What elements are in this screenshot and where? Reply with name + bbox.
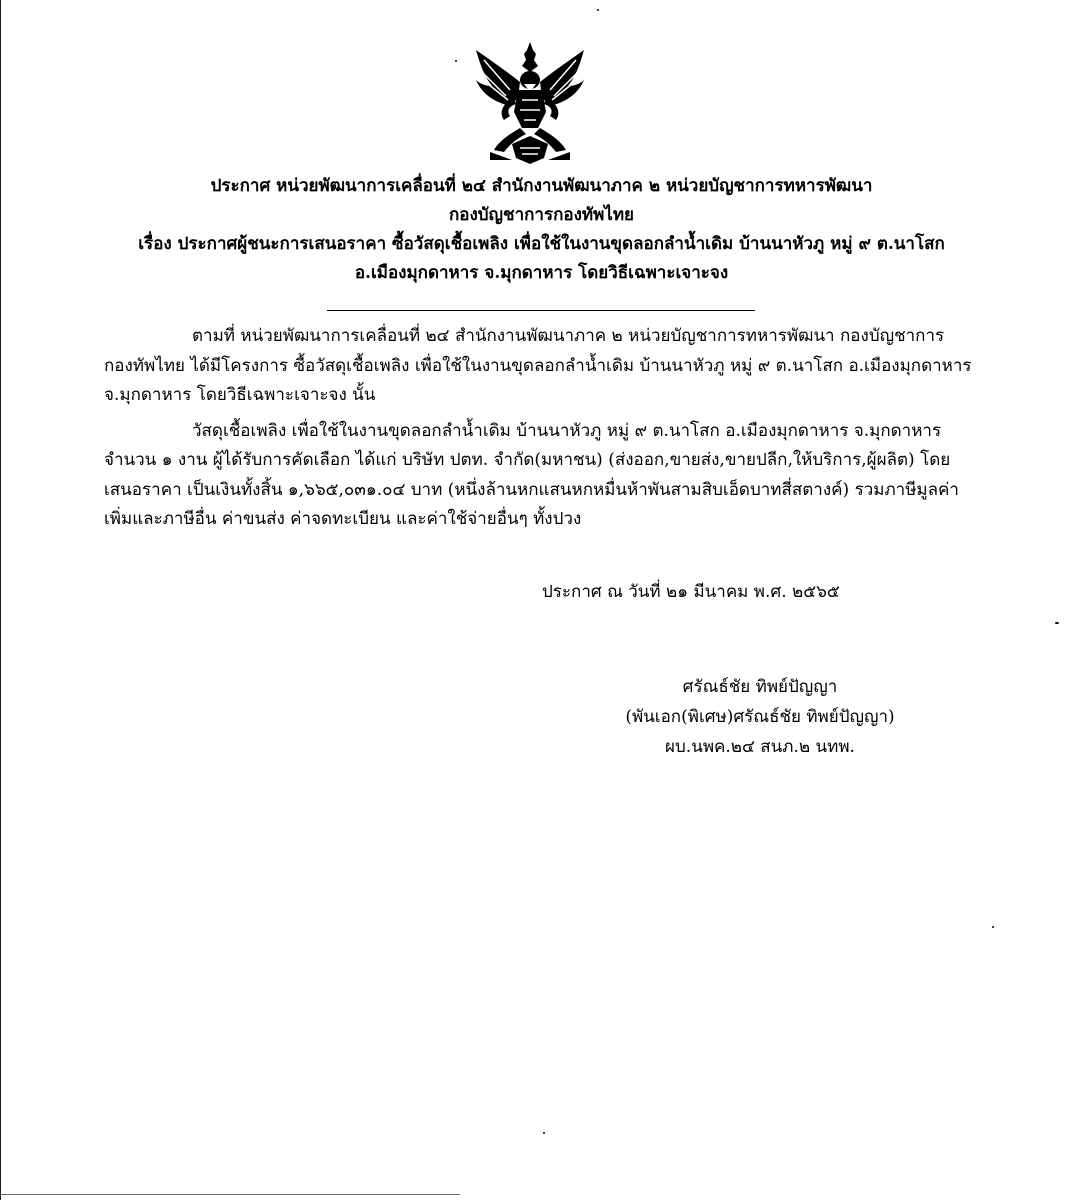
scan-speck [1055,622,1059,624]
announcement-date: ประกาศ ณ วันที่ ๒๑ มีนาคม พ.ศ. ๒๕๖๕ [542,582,840,602]
scan-speck [992,926,994,928]
signed-name: ศรัณธ์ชัย ทิพย์ปัญญา [682,677,838,697]
body-paragraph-1: ตามที่ หน่วยพัฒนาการเคลื่อนที่ ๒๔ สำนักงานพัฒนาภาค ๒ หน่วยบัญชาการทหารพัฒนา กองบัญชาการกองทัพไทย ได้มีโครงการ ซื้อวัสดุเชื้อเพลิง เพื่อใช้ในงานขุดลอกลำน้ำเดิม บ้านนาหัวภู หมู่ ๙ ต.นาโสก อ.เมืองมุกดาหาร จ.มุกดาหาร โดยวิธีเฉพาะเจาะจง นั้น [104,326,972,405]
scan-speck [597,9,599,11]
footer-scan-line [0,1194,460,1195]
body-paragraph-2: วัสดุเชื้อเพลิง เพื่อใช้ในงานขุดลอกลำน้ำเดิม บ้านนาหัวภู หมู่ ๙ ต.นาโสก อ.เมืองมุกดาหาร จ.มุกดาหาร จำนวน ๑ งาน ผู้ได้รับการคัดเลือก ได้แก่ บริษัท ปตท. จำกัด(มหาชน) (ส่งออก,ขายส่ง,ขายปลีก,ให้บริการ,ผู้ผลิต) โดยเสนอราคา เป็นเงินทั้งสิ้น ๑,๖๖๕,๐๓๑.๐๔ บาท (หนึ่งล้านหกแสนหกหมื่นห้าพันสามสิบเอ็ดบาทสี่สตางค์) รวมภาษีมูลค่าเพิ่มและภาษีอื่น ค่าขนส่ง ค่าจดทะเบียน และค่าใช้จ่ายอื่นๆ ทั้งปวง [104,420,959,529]
header-subject-line-2: อ.เมืองมุกดาหาร จ.มุกดาหาร โดยวิธีเฉพาะเจาะจง [354,263,729,283]
scan-speck [455,60,457,62]
header-line-2: กองบัญชาการกองทัพไทย [448,205,635,225]
announcement-body [104,322,984,541]
header-subject-line-1: เรื่อง ประกาศผู้ชนะการเสนอราคา ซื้อวัสดุเชื้อเพลิง เพื่อใช้ในงานขุดลอกลำน้ำเดิม บ้านนาหัวภู หมู่ ๙ ต.นาโสก [138,234,945,254]
header-line-1: ประกาศ หน่วยพัฒนาการเคลื่อนที่ ๒๔ สำนักงานพัฒนาภาค ๒ หน่วยบัญชาการทหารพัฒนา [210,176,873,196]
header-divider [327,310,755,311]
signature-block [600,672,920,762]
signatory-full-name: (พันเอก(พิเศษ)ศรัณธ์ชัย ทิพย์ปัญญา) [625,707,895,727]
scan-speck [543,1132,545,1134]
signatory-position: ผบ.นพค.๒๔ สนภ.๒ นทพ. [665,737,855,757]
announcement-header [0,172,1083,288]
garuda-emblem-icon [470,40,590,170]
